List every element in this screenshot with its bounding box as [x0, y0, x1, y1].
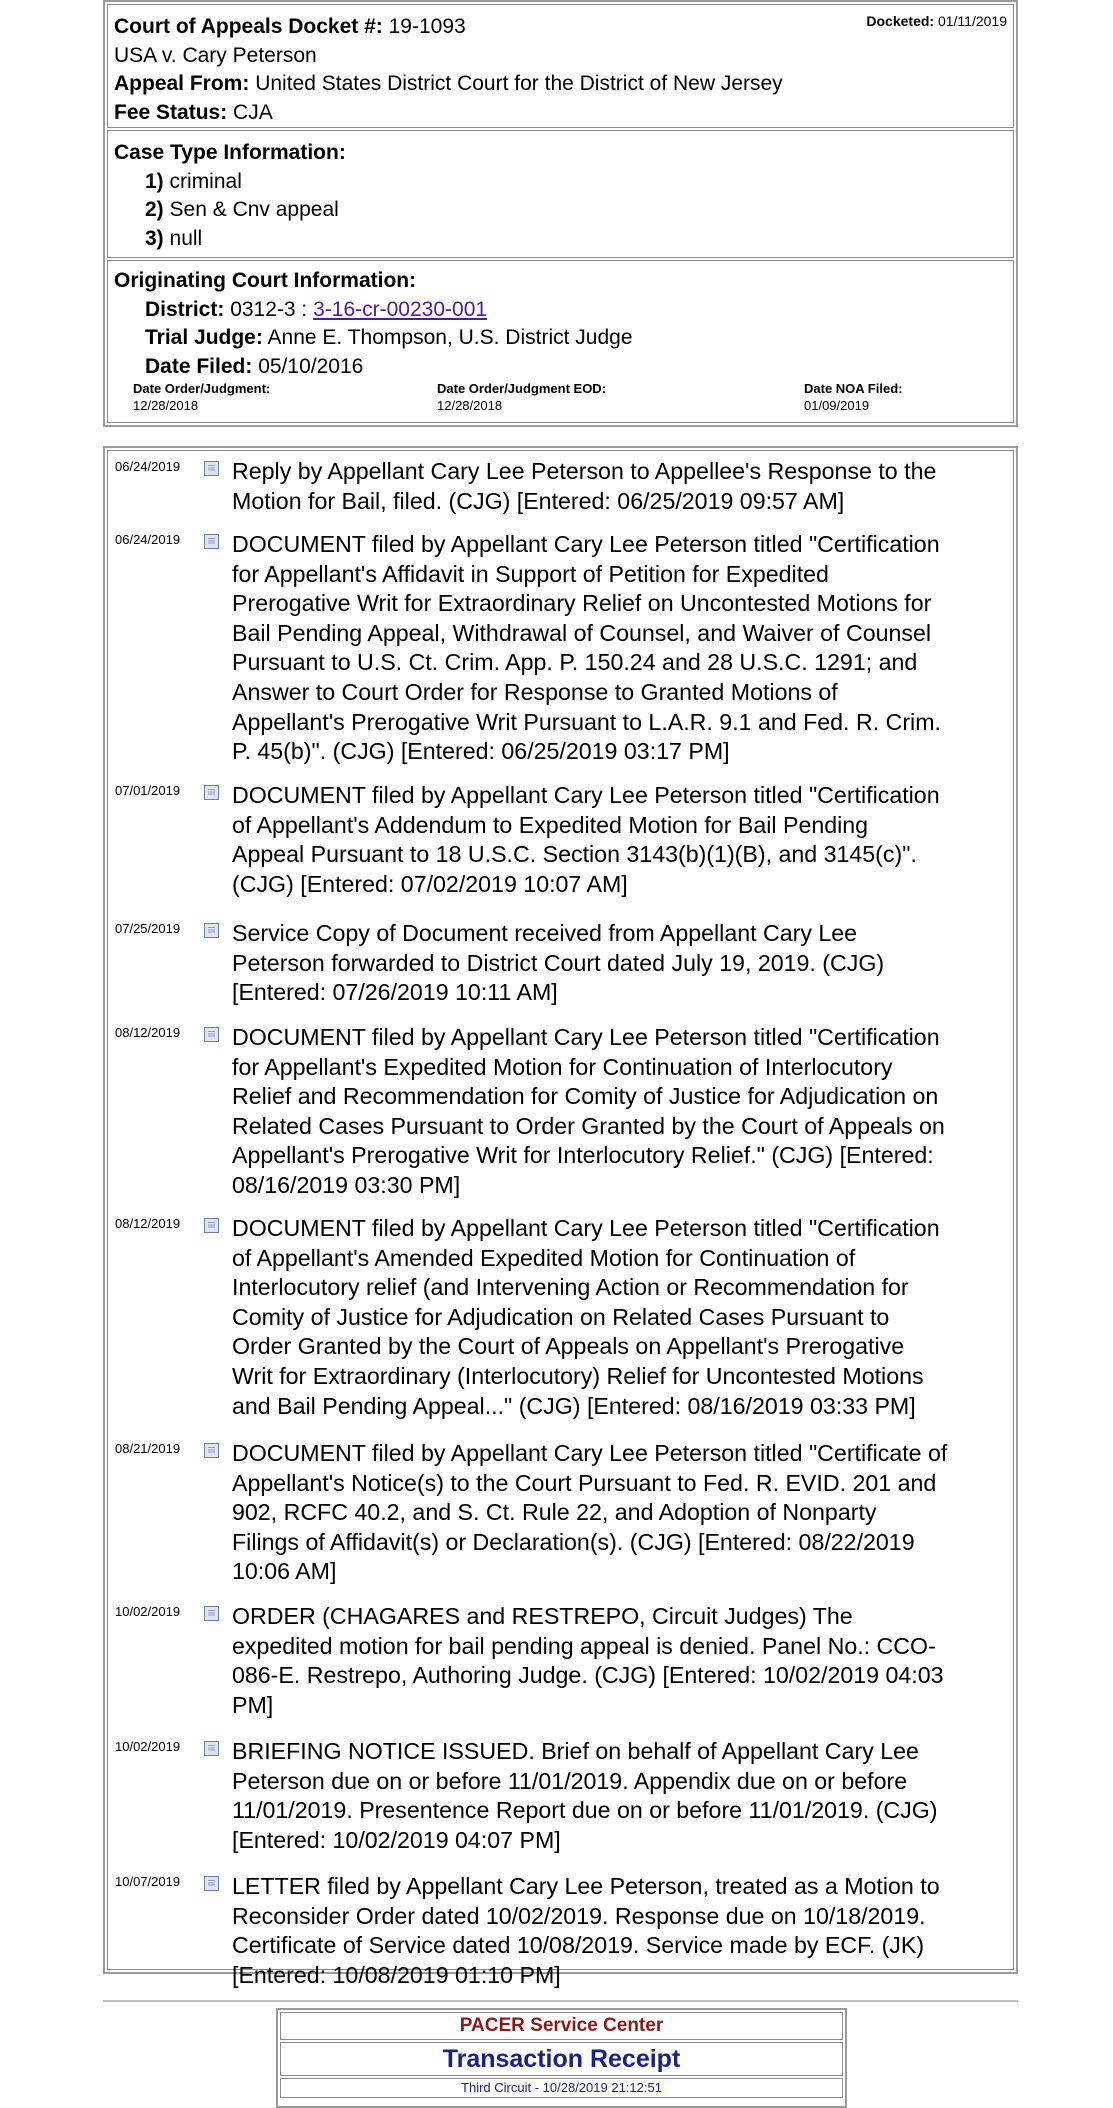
entry-text-line: Service Copy of Document received from Appellant Cary Lee	[232, 920, 858, 946]
entry-text-line: LETTER filed by Appellant Cary Lee Peterson, treated as a Motion to	[232, 1873, 940, 1899]
entry-text-line: DOCUMENT filed by Appellant Cary Lee Peterson titled "Certification	[232, 531, 940, 557]
entry-text-line: Reconsider Order dated 10/02/2019. Response due on 10/18/2019.	[232, 1902, 926, 1929]
entry-text-line: Filings of Affidavit(s) or Declaration(s). (CJG) [Entered: 08/22/2019	[232, 1528, 915, 1555]
document-icon[interactable]	[204, 923, 219, 938]
originating-court-section	[107, 260, 1014, 423]
docket-entries-list	[107, 450, 1014, 1988]
docket-info-section	[107, 4, 1014, 128]
case-type-item: 1) criminal	[145, 169, 242, 193]
entry-text-line: [Entered: 07/26/2019 10:11 AM]	[232, 979, 558, 1006]
entry-date: 10/02/2019	[115, 1739, 181, 1754]
entry-text-line: for Appellant's Expedited Motion for Continuation of Interlocutory	[232, 1053, 893, 1080]
entry-text	[232, 781, 1015, 899]
entry-text-line: 086-E. Restrepo, Authoring Judge. (CJG) [Entered: 10/02/2019 04:03	[232, 1662, 944, 1689]
originating-title: Originating Court Information:	[114, 269, 417, 292]
entry-text-line: Interlocutory relief (and Intervening Action or Recommendation for	[232, 1274, 909, 1301]
entry-text-line: Peterson due on or before 11/01/2019. Appendix due on or before	[232, 1767, 908, 1794]
receipt-third-row: Third Circuit - 10/28/2019 21:12:51	[280, 2078, 843, 2098]
entry-text	[232, 919, 1015, 1008]
entry-text-line: Bail Pending Appeal, Withdrawal of Counsel, and Waiver of Counsel	[232, 619, 932, 646]
entry-text-line: Appellant's Notice(s) to the Court Pursuant to Fed. R. EVID. 201 and	[232, 1469, 937, 1496]
entry-text	[232, 1872, 1015, 1990]
document-icon[interactable]	[204, 534, 219, 549]
entry-text-line: 11/01/2019. Presentence Report due on or before 11/01/2019. (CJG)	[232, 1797, 938, 1824]
entry-text-line: Peterson forwarded to District Court dated July 19, 2019. (CJG)	[232, 949, 885, 976]
appeal-from-line: Appeal From: United States District Court for the District of New Jersey	[114, 72, 783, 95]
entry-date: 07/25/2019	[115, 921, 181, 936]
entry-text-line: Answer to Court Order for Response to Granted Motions of	[232, 678, 838, 705]
entry-text-line: [Entered: 10/02/2019 04:07 PM]	[232, 1826, 561, 1853]
district-line: District: 0312-3 : 3-16-cr-00230-001	[145, 297, 488, 321]
entry-text	[232, 1737, 1015, 1855]
case-type-item: 3) null	[145, 226, 203, 250]
entry-text-line: [Entered: 10/08/2019 01:10 PM]	[232, 1961, 561, 1988]
entry-text-line: Appellant's Prerogative Writ for Interlocutory Relief." (CJG) [Entered:	[232, 1142, 934, 1169]
pacer-receipt-table	[276, 2008, 847, 2108]
entry-text	[232, 1214, 1015, 1421]
entry-text-line: Writ for Extraordinary (Interlocutory) Relief for Uncontested Motions	[232, 1362, 924, 1389]
date-order-judgment-eod: Date Order/Judgment EOD: 12/28/2018	[437, 381, 607, 413]
fee-status-line: Fee Status: CJA	[114, 100, 273, 124]
entry-text	[232, 1602, 1015, 1720]
entry-date: 10/07/2019	[115, 1874, 181, 1889]
document-icon[interactable]	[204, 1443, 219, 1458]
pacer-service-center-header: PACER Service Center	[280, 2012, 843, 2040]
entry-text	[232, 457, 1015, 516]
entry-date: 10/02/2019	[115, 1604, 181, 1619]
entry-text-line: (CJG) [Entered: 07/02/2019 10:07 AM]	[232, 870, 628, 897]
document-icon[interactable]	[204, 1876, 219, 1891]
case-type-title: Case Type Information:	[114, 141, 346, 164]
entry-text-line: and Bail Pending Appeal..." (CJG) [Entered: 08/16/2019 03:33 PM]	[232, 1392, 916, 1419]
document-icon[interactable]	[204, 1606, 219, 1621]
entry-text-line: Prerogative Writ for Extraordinary Relief on Uncontested Motions for	[232, 590, 932, 617]
entry-text-line: Related Cases Pursuant to Order Granted by the Court of Appeals on	[232, 1112, 945, 1139]
case-header-panel	[103, 0, 1018, 427]
entry-text-line: for Appellant's Affidavit in Support of Petition for Expedited	[232, 560, 829, 587]
entry-text-line: Motion for Bail, filed. (CJG) [Entered: 06/25/2019 09:57 AM]	[232, 487, 845, 514]
document-icon[interactable]	[204, 1027, 219, 1042]
entry-text-line: expedited motion for bail pending appeal is denied. Panel No.: CCO-	[232, 1632, 936, 1659]
docket-number-line: Court of Appeals Docket #: 19-1093	[114, 15, 466, 38]
case-caption: USA v. Cary Peterson	[114, 43, 317, 67]
entry-date: 08/12/2019	[115, 1025, 181, 1040]
entry-date: 06/24/2019	[115, 459, 181, 474]
docket-entries-panel	[103, 446, 1018, 1988]
entry-date: 08/12/2019	[115, 1216, 181, 1231]
judgment-dates-row	[108, 380, 1013, 418]
document-icon[interactable]	[204, 1741, 219, 1756]
entry-text	[232, 1023, 1015, 1201]
entry-text-line: DOCUMENT filed by Appellant Cary Lee Peterson titled "Certificate of	[232, 1440, 948, 1466]
entry-text-line: DOCUMENT filed by Appellant Cary Lee Peterson titled "Certification	[232, 1215, 940, 1241]
entry-text-line: 08/16/2019 03:30 PM]	[232, 1171, 461, 1198]
case-type-item: 2) Sen & Cnv appeal	[145, 198, 339, 221]
entry-text-line: BRIEFING NOTICE ISSUED. Brief on behalf of Appellant Cary Lee	[232, 1738, 919, 1764]
entry-text-line: Comity of Justice for Adjudication on Related Cases Pursuant to	[232, 1303, 890, 1330]
entry-text-line: DOCUMENT filed by Appellant Cary Lee Peterson titled "Certification	[232, 782, 940, 808]
case-type-list	[114, 168, 1007, 254]
case-type-section	[107, 130, 1014, 258]
entry-date: 07/01/2019	[115, 783, 181, 798]
entry-text-line: PM]	[232, 1691, 274, 1718]
date-noa-filed: Date NOA Filed: 01/09/2019	[804, 381, 903, 413]
horizontal-divider	[103, 2000, 1018, 2002]
entry-date: 08/21/2019	[115, 1441, 181, 1456]
district-case-link[interactable]: 3-16-cr-00230-001	[313, 297, 488, 321]
entry-text-line: ORDER (CHAGARES and RESTREPO, Circuit Judges) The	[232, 1603, 853, 1629]
entry-text-line: P. 45(b)". (CJG) [Entered: 06/25/2019 03:17 PM]	[232, 738, 730, 765]
entry-text-line: 10:06 AM]	[232, 1558, 337, 1585]
entry-text-line: Certificate of Service dated 10/08/2019. Service made by ECF. (JK)	[232, 1932, 925, 1959]
document-icon[interactable]	[204, 1218, 219, 1233]
date-order-judgment: Date Order/Judgment: 12/28/2018	[133, 381, 271, 413]
date-filed-line: Date Filed: 05/10/2016	[145, 354, 364, 378]
entry-date: 06/24/2019	[115, 532, 181, 547]
entry-text-line: DOCUMENT filed by Appellant Cary Lee Peterson titled "Certification	[232, 1024, 940, 1050]
entry-text	[232, 530, 1015, 767]
trial-judge-line: Trial Judge: Anne E. Thompson, U.S. District Judge	[145, 326, 633, 349]
entry-text	[232, 1439, 1015, 1587]
entry-text-line: Order Granted by the Court of Appeals on Appellant's Prerogative	[232, 1333, 905, 1360]
document-icon[interactable]	[204, 461, 219, 476]
docketed-date: Docketed: 01/11/2019	[866, 13, 1007, 29]
docket-number: 19-1093	[388, 15, 466, 38]
entry-text-line: Pursuant to U.S. Ct. Crim. App. P. 150.24 and 28 U.S.C. 1291; and	[232, 649, 918, 676]
entry-text-line: of Appellant's Addendum to Expedited Motion for Bail Pending	[232, 811, 869, 838]
entry-text-line: Relief and Recommendation for Comity of Justice for Adjudication on	[232, 1083, 939, 1110]
entry-text-line: Reply by Appellant Cary Lee Peterson to Appellee's Response to the	[232, 458, 937, 484]
document-icon[interactable]	[204, 785, 219, 800]
entry-text-line: of Appellant's Amended Expedited Motion for Continuation of	[232, 1244, 856, 1271]
entry-text-line: Appeal Pursuant to 18 U.S.C. Section 3143(b)(1)(B), and 3145(c)".	[232, 841, 917, 868]
entry-text-line: Appellant's Prerogative Writ Pursuant to L.A.R. 9.1 and Fed. R. Crim.	[232, 708, 941, 735]
transaction-receipt-title: Transaction Receipt	[280, 2042, 843, 2076]
entry-text-line: 902, RCFC 40.2, and S. Ct. Rule 22, and Adoption of Nonparty	[232, 1499, 877, 1526]
